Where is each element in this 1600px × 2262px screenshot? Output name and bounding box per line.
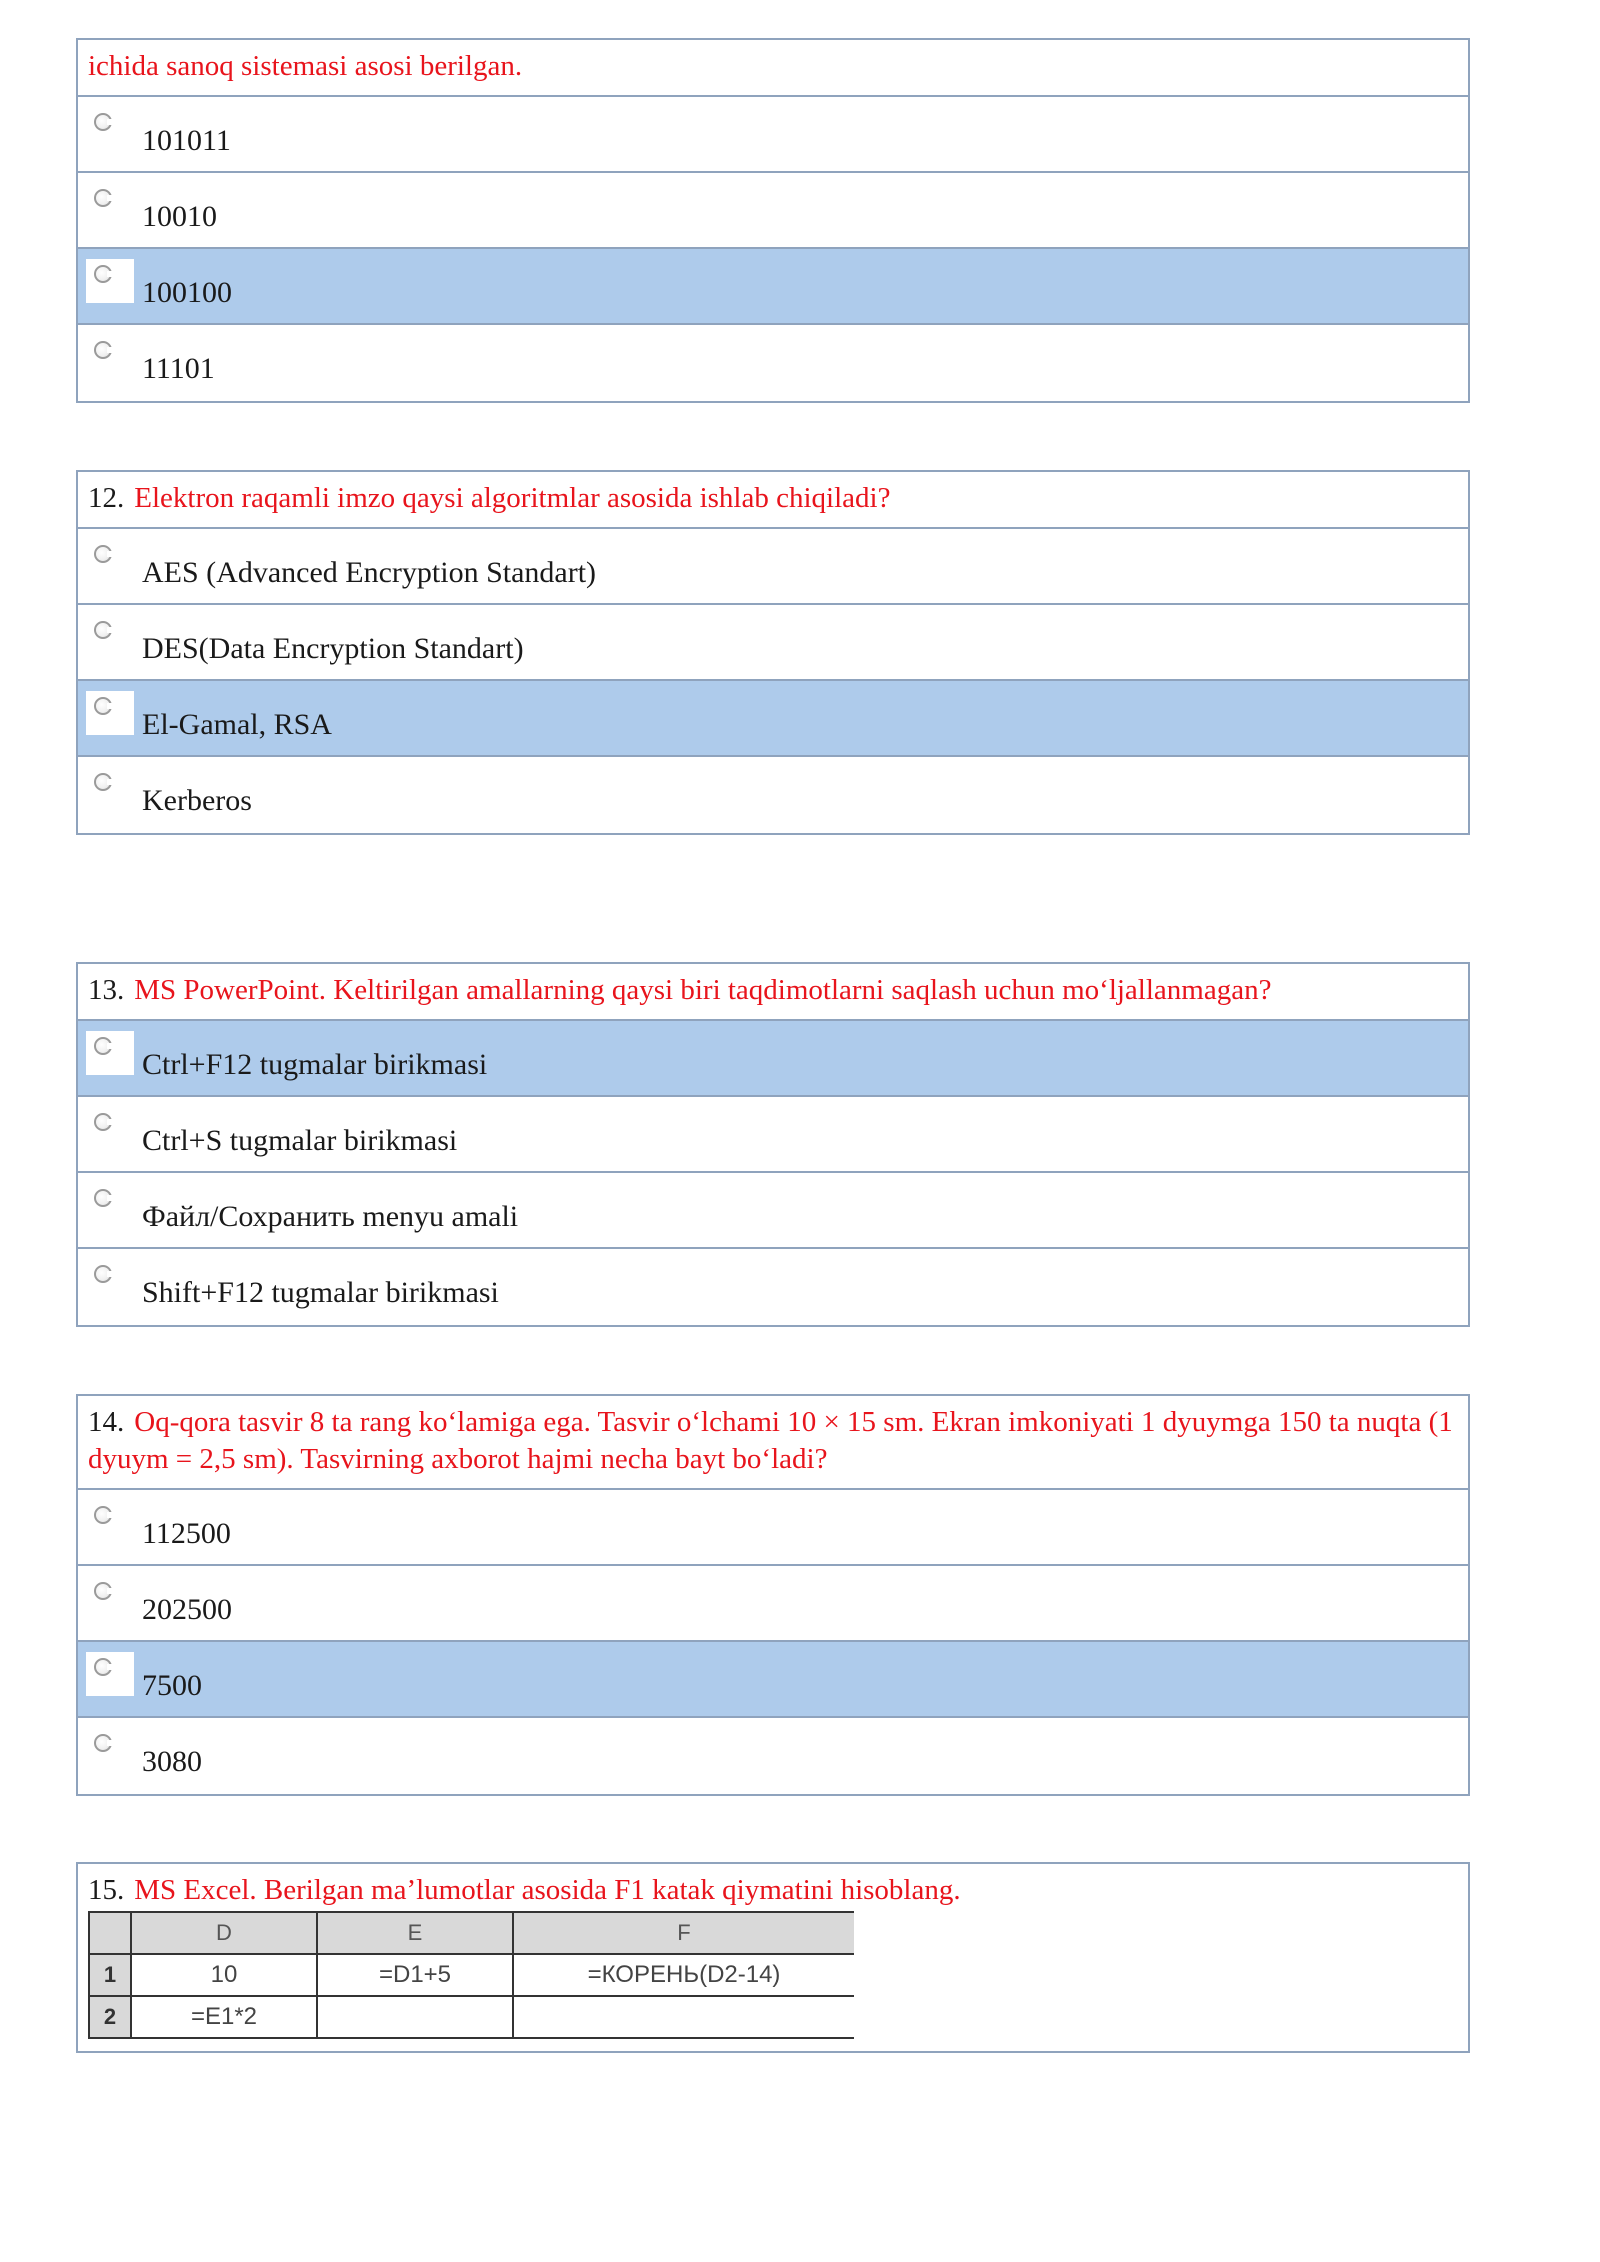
row-header: 2: [89, 1996, 131, 2038]
answer-option[interactable]: [78, 1718, 1468, 1794]
radio-button-icon[interactable]: [94, 1582, 112, 1600]
question-text: MS PowerPoint. Keltirilgan amallarning qaysi biri taqdimotlarni saqlash uchun mo‘ljallanmagan?: [134, 974, 1272, 1006]
answer-option-label: AES (Advanced Encryption Standart): [142, 556, 597, 589]
table-cell: 10: [131, 1954, 317, 1996]
answer-option[interactable]: [78, 529, 1468, 605]
answer-option-label: 10010: [142, 200, 217, 233]
table-cell: =E1*2: [131, 1996, 317, 2038]
question-number: 13.: [88, 974, 125, 1006]
question-block-15: [76, 1862, 1470, 2053]
question-text: Elektron raqamli imzo qaysi algoritmlar asosida ishlab chiqiladi?: [134, 482, 891, 514]
question-block-14: [76, 1394, 1470, 1796]
column-header: D: [131, 1912, 317, 1954]
question-block-11: [76, 38, 1470, 403]
column-header: E: [317, 1912, 513, 1954]
answer-option-label: DES(Data Encryption Standart): [142, 632, 524, 665]
spreadsheet-table: [88, 1911, 854, 2039]
radio-button-icon[interactable]: [94, 545, 112, 563]
corner-cell: [89, 1912, 131, 1954]
answer-option-label: Файл/Сохранить menyu amali: [142, 1200, 519, 1233]
radio-button-icon[interactable]: [94, 1265, 112, 1283]
question-text: MS Excel. Berilgan ma’lumotlar asosida F1 katak qiymatini hisoblang.: [134, 1874, 961, 1906]
radio-button-icon[interactable]: [94, 697, 112, 715]
answer-option[interactable]: [78, 173, 1468, 249]
radio-button-icon[interactable]: [94, 113, 112, 131]
question-text: Oq-qora tasvir 8 ta rang ko‘lamiga ega. Tasvir o‘lchami 10 × 15 sm. Ekran imkoniyati 1 dyuymga 150 ta nuqta (1 dyuym = 2,5 sm). Tasvirning axborot hajmi necha bayt bo‘ladi?: [88, 1406, 1453, 1475]
radio-button-icon[interactable]: [94, 773, 112, 791]
question-header: [78, 1396, 1468, 1490]
row-header: 1: [89, 1954, 131, 1996]
table-cell: =КОРЕНЬ(D2-14): [513, 1954, 854, 1996]
table-cell: =D1+5: [317, 1954, 513, 1996]
answer-option-selected[interactable]: [78, 249, 1468, 325]
table-cell: [513, 1996, 854, 2038]
answer-option-label: 3080: [142, 1745, 202, 1778]
answer-option-label: 100100: [142, 276, 232, 309]
answer-option[interactable]: [78, 97, 1468, 173]
answer-option-label: Ctrl+S tugmalar birikmasi: [142, 1124, 458, 1157]
question-header: [78, 1864, 1468, 1911]
radio-button-icon[interactable]: [94, 621, 112, 639]
answer-option-label: Ctrl+F12 tugmalar birikmasi: [142, 1048, 488, 1081]
radio-button-icon[interactable]: [94, 265, 112, 283]
answer-option-selected[interactable]: [78, 1021, 1468, 1097]
radio-button-icon[interactable]: [94, 1189, 112, 1207]
answer-option[interactable]: [78, 605, 1468, 681]
table-cell: [317, 1996, 513, 2038]
question-number: 12.: [88, 482, 125, 514]
question-text: ichida sanoq sistemasi asosi berilgan.: [88, 50, 523, 82]
radio-button-icon[interactable]: [94, 1658, 112, 1676]
question-number: 15.: [88, 1874, 125, 1906]
question-header: [78, 964, 1468, 1021]
answer-option[interactable]: [78, 325, 1468, 401]
radio-button-icon[interactable]: [94, 1113, 112, 1131]
question-block-13: [76, 962, 1470, 1327]
radio-button-icon[interactable]: [94, 1506, 112, 1524]
answer-option-selected[interactable]: [78, 681, 1468, 757]
answer-option-label: 7500: [142, 1669, 202, 1702]
answer-option-selected[interactable]: [78, 1642, 1468, 1718]
answer-option-label: 11101: [142, 352, 215, 385]
question-number: 14.: [88, 1406, 125, 1438]
radio-button-icon[interactable]: [94, 189, 112, 207]
answer-option[interactable]: [78, 1566, 1468, 1642]
question-header: [78, 472, 1468, 529]
answer-option[interactable]: [78, 1173, 1468, 1249]
answer-option[interactable]: [78, 757, 1468, 833]
radio-button-icon[interactable]: [94, 1734, 112, 1752]
answer-option[interactable]: [78, 1249, 1468, 1325]
answer-option-label: Kerberos: [142, 784, 252, 817]
question-header: [78, 40, 1468, 97]
answer-option-label: El-Gamal, RSA: [142, 708, 332, 741]
radio-button-icon[interactable]: [94, 1037, 112, 1055]
question-block-12: [76, 470, 1470, 835]
answer-option[interactable]: [78, 1490, 1468, 1566]
answer-option-label: 101011: [142, 124, 231, 157]
radio-button-icon[interactable]: [94, 341, 112, 359]
answer-option-label: 112500: [142, 1517, 231, 1550]
answer-option-label: 202500: [142, 1593, 232, 1626]
answer-option[interactable]: [78, 1097, 1468, 1173]
answer-option-label: Shift+F12 tugmalar birikmasi: [142, 1276, 499, 1309]
column-header: F: [513, 1912, 854, 1954]
